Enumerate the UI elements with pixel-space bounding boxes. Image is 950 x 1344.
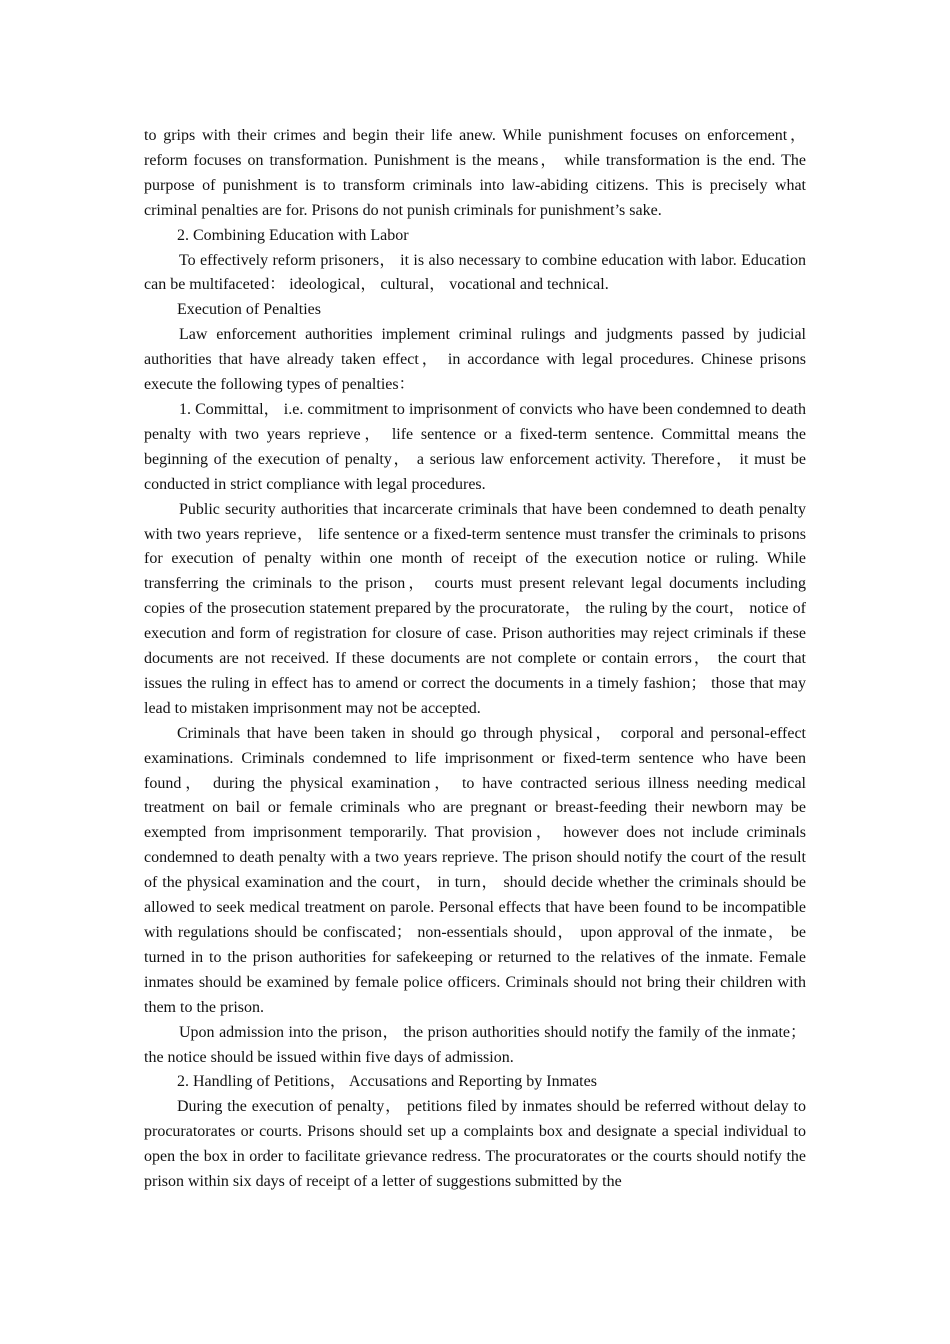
paragraph-examinations: Criminals that have been taken in should go through physical， corporal and personal-effect examinations. Criminals condemned to life imprisonment or fixed-term sentence who have been found， during the physical examination， to have contracted serious illness needing medical treatment on bail or female criminals who are pregnant or breast-feeding their newborn may be exempted from imprisonment temporarily. That provision， however does not include criminals condemned to death penalty with a two years reprieve. The prison should notify the court of the result of the physical examination and the court， in turn， should decide whether the criminals should be allowed to seek medical treatment on parole. Personal effects that have been found to be incompatible with regulations should be confiscated； non-essentials should， upon approval of the inmate， be turned in to the prison authorities for safekeeping or returned to the relatives of the inmate. Female inmates should be examined by female police officers. Criminals should not bring their children with them to the prison. [144,724,807,1016]
paragraph-admission-notice: Upon admission into the prison， the prison authorities should notify the family of the inmate； the notice should be issued within five days of admission. [144,1023,806,1066]
paragraph-education-labor: To effectively reform prisoners， it is also necessary to combine education with labor. Education can be multifaceted： ideological， cultural， vocational and technical. [144,251,807,294]
heading-education-labor: 2. Combining Education with Labor [177,226,409,244]
paragraph-punishment-reform: to grips with their crimes and begin their life anew. While punishment focuses on enforcement， reform focuses on transformation. Punishment is the means， while transformation is the end. The purpose of punishment is to transform criminals into law-abiding citizens. This is precisely what criminal penalties are for. Prisons do not punish criminals for punishment’s sake. [144,127,806,219]
document-page [144,124,806,1195]
paragraph-law-enforcement: Law enforcement authorities implement criminal rulings and judgments passed by judicial authorities that have already taken effect， in accordance with legal procedures. Chinese prisons execute the following types of penalties： [144,326,806,394]
paragraph-committal: 1. Committal， i.e. commitment to imprisonment of convicts who have been condemned to death penalty with two years reprieve， life sentence or a fixed-term sentence. Committal means the beginning of the execution of penalty， a serious law enforcement activity. Therefore， it must be conducted in strict compliance with legal procedures. [144,400,807,493]
heading-execution-of-penalties: Execution of Penalties [177,301,321,319]
paragraph-public-security: Public security authorities that incarcerate criminals that have been condemned to death penalty with two years reprieve， life sentence or a fixed-term sentence must transfer the criminals to prisons for execution of penalty within one month of receipt of the execution notice or ruling. While transferring the criminals to the prison， courts must present relevant legal documents including copies of the prosecution statement prepared by the procuratorate， the ruling by the court， notice of execution and form of registration for closure of case. Prison authorities may reject criminals if these documents are not received. If these documents are not complete or contain errors， the court that issues the ruling in effect has to amend or correct the documents in a timely fashion； those that may lead to mistaken imprisonment may not be accepted. [144,500,807,717]
heading-petitions: 2. Handling of Petitions， Accusations and Reporting by Inmates [177,1073,597,1091]
paragraph-petitions: During the execution of penalty， petitions filed by inmates should be referred without delay to procuratorates or courts. Prisons should set up a complaints box and designate a special individual to open the box in order to facilitate grievance redress. The procuratorates or the courts should notify the prison within six days of receipt of a letter of suggestions submitted by the [144,1098,806,1191]
